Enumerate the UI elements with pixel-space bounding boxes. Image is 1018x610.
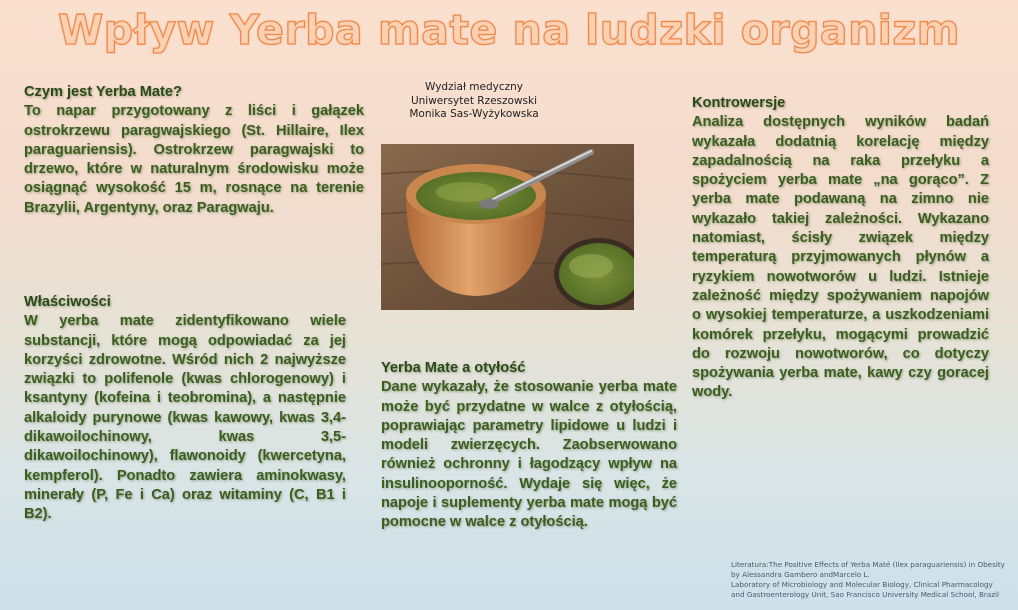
affiliation <box>404 81 544 122</box>
section-what-is <box>24 83 364 218</box>
section-body: To napar przygotowany z liści i gałązek ostrokrzewu paragwajskiego (St. Hillaire, Ilex paraguariensis). Ostrokrzew paragwajski to drzewo, które w naturalnym środowisku może osiągnąć wysokość 15 m, rosnące na terenie Brazylii, Argentyny, oraz Paragwaju. <box>24 103 364 216</box>
section-controversies <box>692 94 989 403</box>
section-heading: Właściwości <box>24 294 111 310</box>
university: Uniwersytet Rzeszowski <box>410 94 538 107</box>
author: Monika Sas-Wyżykowska <box>409 108 539 120</box>
section-heading: Yerba Mate a otyłość <box>381 360 526 376</box>
poster-title: Wpływ Yerba mate na ludzki organizm <box>58 6 960 54</box>
yerba-mate-photo <box>381 144 634 310</box>
section-heading: Kontrowersje <box>692 95 786 111</box>
section-properties <box>24 293 346 525</box>
section-body: Dane wykazały, że stosowanie yerba mate może być przydatne w walce z otyłością, poprawiając parametry lipidowe u ludzi i modeli zwierzęcych. Zaobserwowano również ochronny i łagodzący wpływ na insulinooporność. Wydaje się więc, że napoje i suplementy yerba mate mogą być pomocne w walce z otyłością. <box>381 379 677 531</box>
faculty: Wydział medyczny <box>425 81 523 93</box>
section-heading: Czym jest Yerba Mate? <box>24 84 182 100</box>
section-body: Analiza dostępnych wyników badań wykazała dodatnią korelację między zapadalnością na raka przełyku a spożyciem yerba mate „na gorąco”. Z yerba mate podawaną na zimno nie wykazało takiej zależności. Wykazano natomiast, ścisły związek między temperaturą przyjmowanych płynów a ryzykiem nowotworów u ludzi. Istnieje zależność między spożywaniem napojów o wysokiej temperaturze, a uszkodzeniami komórek przełyku, mogącymi prowadzić do rozwoju nowotworów, co dotyczy spożywania yerba mate, kawy czy goracej wody. <box>692 114 989 401</box>
reference-line: Laboratory of Microbiology and Molecular Biology, Clinical Pharmacology and Gastroenterology Unit, Sao Francisco University Medical School, Brazil <box>731 580 999 599</box>
section-obesity <box>381 359 677 533</box>
reference-line: by Alessandra Gambero andMarcelo L. <box>731 570 870 579</box>
reference-line: Literatura:The Positive Effects of Yerba Maté (Ilex paraguariensis) in Obesity <box>731 560 1005 569</box>
references <box>731 560 1007 600</box>
section-body: W yerba mate zidentyfikowano wiele substancji, które mogą odpowiadać za jej korzyści zdrowotne. Wśród nich 2 najwyższe związki to polifenole (kwas chlorogenowy) i ksantyny (kofeina i teobromina), a następnie alkaloidy purynowe (kwas kawowy, kwas 3,4-dikawoilochinowy, kwas 3,5-dikawoilochinowy), flawonoidy (kwercetyna, kempferol). Ponadto zawiera aminokwasy, minerały (P, Fe i Ca) oraz witaminy (C, B1 i B2). <box>24 313 346 523</box>
